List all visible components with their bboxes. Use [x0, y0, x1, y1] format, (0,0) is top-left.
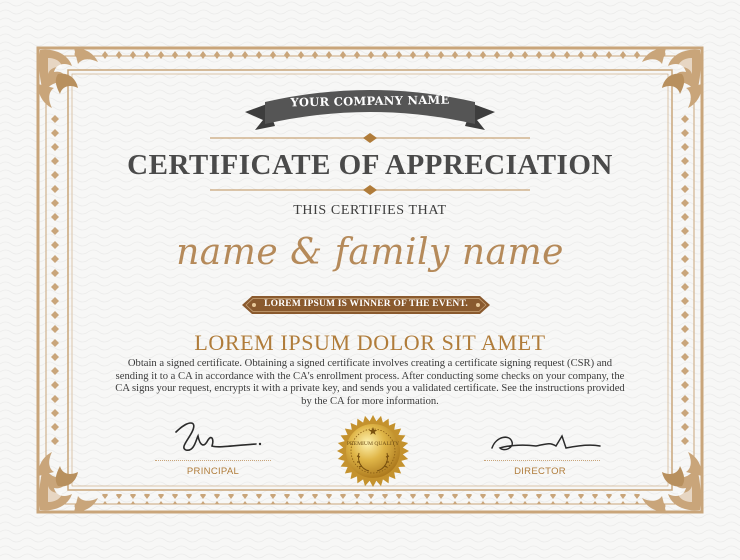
top-diamond-border — [100, 51, 640, 61]
body-heading: LOREM IPSUM DOLOR SIT AMET — [194, 330, 546, 355]
principal-label: PRINCIPAL — [186, 466, 240, 477]
certifies-text: THIS CERTIFIES THAT — [293, 203, 447, 218]
company-name: YOUR COMPANY NAME — [290, 92, 450, 110]
director-label: DIRECTOR — [514, 466, 566, 477]
company-ribbon — [245, 84, 495, 134]
principal-signature-line — [155, 460, 271, 461]
premium-quality-seal — [335, 413, 411, 489]
bottom-diamond-border — [100, 494, 640, 504]
principal-signature — [168, 418, 268, 458]
director-signature-line — [484, 460, 600, 461]
recipient-name: name & family name — [176, 232, 564, 273]
winner-text: LOREM IPSUM IS WINNER OF THE EVENT. — [264, 299, 468, 309]
seal-text: PREMIUM QUALITY — [346, 441, 400, 447]
body-paragraph: Obtain a signed certificate. Obtaining a signed certificate involves creating a certificate signing request (CSR) and sending it to a CA in accordance with the CA's enrollment process. After conducting some checks on your company, the CA signs your request, encrypts it with a private key, and sends you a validated certificate. See the instructions provided by the CA for more information. — [115, 358, 625, 407]
certificate-title: CERTIFICATE OF APPRECIATION — [127, 149, 613, 181]
director-signature — [486, 428, 606, 458]
